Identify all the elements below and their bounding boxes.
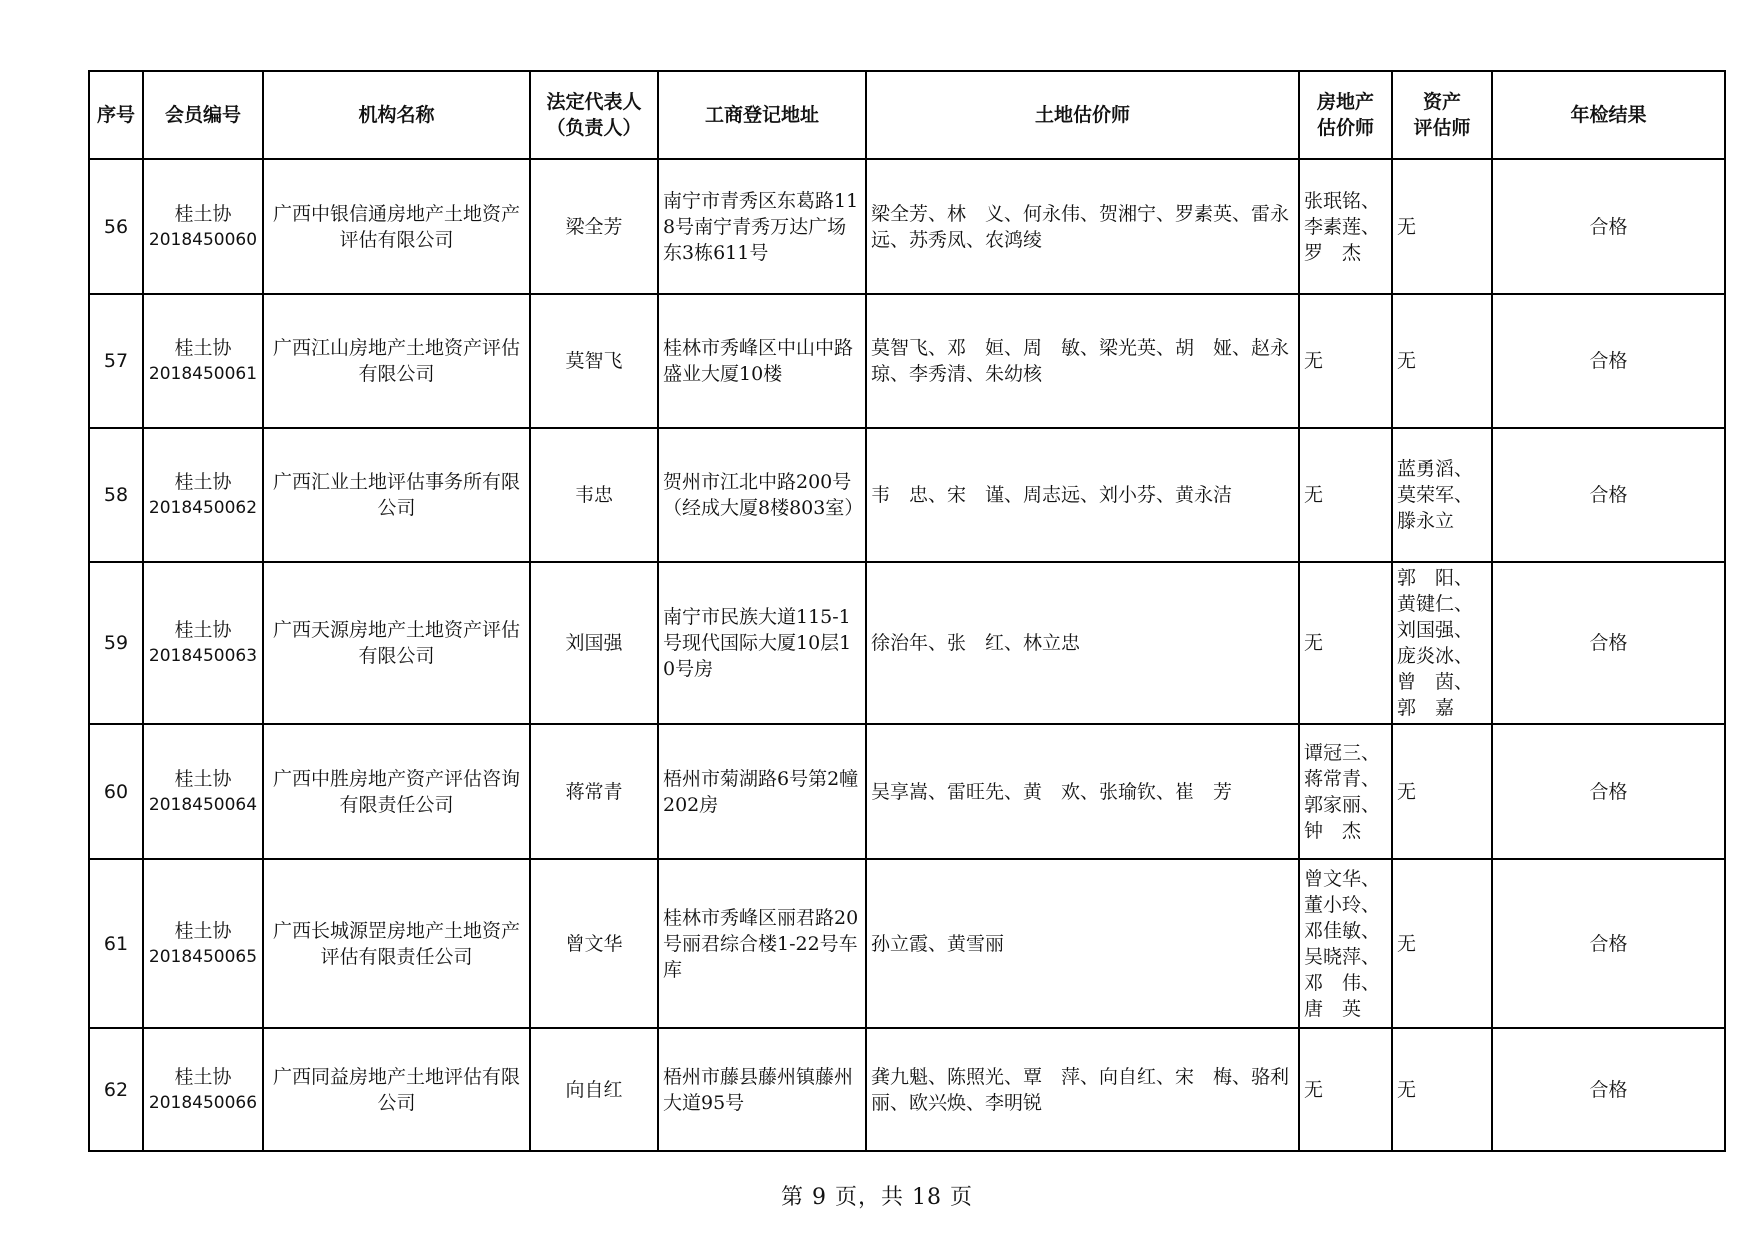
cell-seq: 62 [89, 1028, 143, 1151]
cell-legal-rep: 曾文华 [530, 859, 658, 1028]
member-number: 2018450060 [148, 229, 258, 250]
header-legal-rep [530, 71, 658, 159]
cell-address: 贺州市江北中路200号（经成大厦8楼803室） [658, 428, 866, 562]
cell-result: 合格 [1492, 159, 1725, 294]
cell-org-name: 广西江山房地产土地资产评估有限公司 [263, 294, 530, 428]
member-number: 2018450063 [148, 646, 258, 666]
cell-member-id [143, 562, 263, 724]
asset-appraiser-name: 郭 阳、 [1397, 567, 1474, 589]
member-prefix: 桂土协 [174, 202, 232, 225]
cell-land-appraisers: 吴享嵩、雷旺先、黄 欢、张瑜钦、崔 芳 [866, 724, 1299, 859]
header-asset-appraisers [1392, 71, 1492, 159]
table-row [89, 562, 1725, 724]
member-prefix: 桂土协 [174, 767, 232, 790]
header-realestate-line: 估价师 [1316, 117, 1374, 139]
cell-land-appraisers: 孙立霞、黄雪丽 [866, 859, 1299, 1028]
cell-seq: 58 [89, 428, 143, 562]
realestate-appraiser-name: 无 [1304, 1078, 1324, 1101]
asset-appraiser-name: 无 [1397, 1078, 1417, 1101]
cell-org-name: 广西长城源罡房地产土地资产评估有限责任公司 [263, 859, 530, 1028]
realestate-appraiser-name: 郭家丽、 [1304, 793, 1381, 816]
cell-org-name: 广西同益房地产土地评估有限公司 [263, 1028, 530, 1151]
table-row [89, 428, 1725, 562]
member-prefix: 桂土协 [174, 1065, 232, 1088]
cell-realestate-appraisers [1299, 1028, 1392, 1151]
realestate-appraiser-name: 董小玲、 [1304, 893, 1381, 916]
cell-realestate-appraisers [1299, 428, 1392, 562]
realestate-appraiser-name: 无 [1304, 484, 1324, 506]
realestate-appraiser-name: 无 [1304, 632, 1324, 654]
appraisal-table [88, 70, 1726, 1152]
asset-appraiser-name: 刘国强、 [1397, 619, 1474, 641]
cell-org-name: 广西中银信通房地产土地资产评估有限公司 [263, 159, 530, 294]
realestate-appraiser-name: 罗 杰 [1304, 241, 1362, 264]
realestate-appraiser-name: 李素莲、 [1304, 215, 1381, 238]
asset-appraiser-name: 莫荣军、 [1397, 484, 1474, 506]
cell-member-id [143, 159, 263, 294]
cell-org-name: 广西天源房地产土地资产评估有限公司 [263, 562, 530, 724]
cell-seq: 59 [89, 562, 143, 724]
asset-appraiser-name: 郭 嘉 [1397, 697, 1455, 719]
cell-asset-appraisers [1392, 428, 1492, 562]
header-legal-rep-line: 法定代表人 [546, 91, 642, 113]
cell-asset-appraisers [1392, 562, 1492, 724]
header-realestate-appraisers [1299, 71, 1392, 159]
realestate-appraiser-name: 蒋常青、 [1304, 767, 1381, 790]
realestate-appraiser-name: 钟 杰 [1304, 819, 1362, 842]
cell-seq: 61 [89, 859, 143, 1028]
cell-realestate-appraisers [1299, 562, 1392, 724]
member-number: 2018450064 [148, 794, 258, 815]
member-number: 2018450062 [148, 498, 258, 518]
cell-legal-rep: 向自红 [530, 1028, 658, 1151]
realestate-appraiser-name: 张珉铭、 [1304, 189, 1381, 212]
realestate-appraiser-name: 无 [1304, 350, 1324, 372]
cell-org-name: 广西汇业土地评估事务所有限公司 [263, 428, 530, 562]
cell-asset-appraisers [1392, 724, 1492, 859]
cell-realestate-appraisers [1299, 294, 1392, 428]
cell-land-appraisers: 徐治年、张 红、林立忠 [866, 562, 1299, 724]
page-footer: 第 9 页，共 18 页 [781, 1185, 973, 1210]
realestate-appraiser-name: 曾文华、 [1304, 867, 1381, 890]
cell-org-name: 广西中胜房地产资产评估咨询有限责任公司 [263, 724, 530, 859]
header-result: 年检结果 [1492, 71, 1725, 159]
realestate-appraiser-name: 谭冠三、 [1304, 741, 1381, 764]
cell-land-appraisers: 龚九魁、陈照光、覃 萍、向自红、宋 梅、骆利丽、欧兴焕、李明锐 [866, 1028, 1299, 1151]
cell-legal-rep: 韦忠 [530, 428, 658, 562]
asset-appraiser-name: 庞炎冰、 [1397, 645, 1474, 667]
cell-member-id [143, 428, 263, 562]
cell-legal-rep: 莫智飞 [530, 294, 658, 428]
asset-appraiser-name: 蓝勇滔、 [1397, 458, 1474, 480]
realestate-appraiser-name: 邓 伟、 [1304, 971, 1381, 994]
member-prefix: 桂土协 [174, 619, 232, 641]
header-member-id: 会员编号 [143, 71, 263, 159]
cell-address: 南宁市青秀区东葛路118号南宁青秀万达广场东3栋611号 [658, 159, 866, 294]
member-prefix: 桂土协 [174, 471, 232, 493]
cell-seq: 56 [89, 159, 143, 294]
cell-asset-appraisers [1392, 1028, 1492, 1151]
cell-legal-rep: 蒋常青 [530, 724, 658, 859]
asset-appraiser-name: 曾 茵、 [1397, 671, 1474, 693]
cell-asset-appraisers [1392, 159, 1492, 294]
cell-result: 合格 [1492, 1028, 1725, 1151]
header-org-name: 机构名称 [263, 71, 530, 159]
cell-land-appraisers: 莫智飞、邓 姮、周 敏、梁光英、胡 娅、赵永琼、李秀清、朱幼核 [866, 294, 1299, 428]
asset-appraiser-name: 无 [1397, 350, 1417, 372]
asset-appraiser-name: 无 [1397, 780, 1417, 803]
cell-member-id [143, 859, 263, 1028]
realestate-appraiser-name: 邓佳敏、 [1304, 919, 1381, 942]
cell-address: 桂林市秀峰区丽君路20号丽君综合楼1-22号车库 [658, 859, 866, 1028]
cell-result: 合格 [1492, 428, 1725, 562]
table-body [89, 159, 1725, 1151]
cell-address: 南宁市民族大道115-1号现代国际大厦10层10号房 [658, 562, 866, 724]
cell-realestate-appraisers [1299, 159, 1392, 294]
cell-member-id [143, 294, 263, 428]
asset-appraiser-name: 无 [1397, 215, 1417, 238]
asset-appraiser-name: 滕永立 [1397, 510, 1455, 532]
cell-result: 合格 [1492, 859, 1725, 1028]
cell-result: 合格 [1492, 562, 1725, 724]
table-row [89, 724, 1725, 859]
cell-address: 梧州市藤县藤州镇藤州大道95号 [658, 1028, 866, 1151]
cell-result: 合格 [1492, 294, 1725, 428]
header-land-appraisers: 土地估价师 [866, 71, 1299, 159]
cell-address: 桂林市秀峰区中山中路盛业大厦10楼 [658, 294, 866, 428]
table-row [89, 294, 1725, 428]
cell-land-appraisers: 韦 忠、宋 谨、周志远、刘小芬、黄永洁 [866, 428, 1299, 562]
member-number: 2018450061 [148, 364, 258, 384]
member-prefix: 桂土协 [174, 919, 232, 942]
cell-seq: 60 [89, 724, 143, 859]
member-prefix: 桂土协 [174, 337, 232, 359]
table-row [89, 1028, 1725, 1151]
cell-address: 梧州市菊湖路6号第2幢202房 [658, 724, 866, 859]
cell-member-id [143, 724, 263, 859]
header-realestate-line: 房地产 [1316, 91, 1374, 113]
cell-seq: 57 [89, 294, 143, 428]
cell-land-appraisers: 梁全芳、林 义、何永伟、贺湘宁、罗素英、雷永远、苏秀凤、农鸿绫 [866, 159, 1299, 294]
cell-asset-appraisers [1392, 294, 1492, 428]
asset-appraiser-name: 无 [1397, 932, 1417, 955]
realestate-appraiser-name: 唐 英 [1304, 997, 1362, 1020]
realestate-appraiser-name: 吴晓萍、 [1304, 945, 1381, 968]
table-row [89, 859, 1725, 1028]
header-legal-rep-line: （负责人） [546, 117, 642, 139]
asset-appraiser-name: 黄键仁、 [1397, 593, 1474, 615]
table-row [89, 159, 1725, 294]
member-number: 2018450065 [148, 946, 258, 967]
cell-result: 合格 [1492, 724, 1725, 859]
header-row [89, 71, 1725, 159]
header-asset-line: 评估师 [1413, 117, 1471, 139]
header-seq: 序号 [89, 71, 143, 159]
cell-member-id [143, 1028, 263, 1151]
header-address: 工商登记地址 [658, 71, 866, 159]
cell-legal-rep: 刘国强 [530, 562, 658, 724]
cell-asset-appraisers [1392, 859, 1492, 1028]
cell-realestate-appraisers [1299, 724, 1392, 859]
header-asset-line: 资产 [1422, 91, 1461, 113]
cell-realestate-appraisers [1299, 859, 1392, 1028]
member-number: 2018450066 [148, 1092, 258, 1113]
cell-legal-rep: 梁全芳 [530, 159, 658, 294]
